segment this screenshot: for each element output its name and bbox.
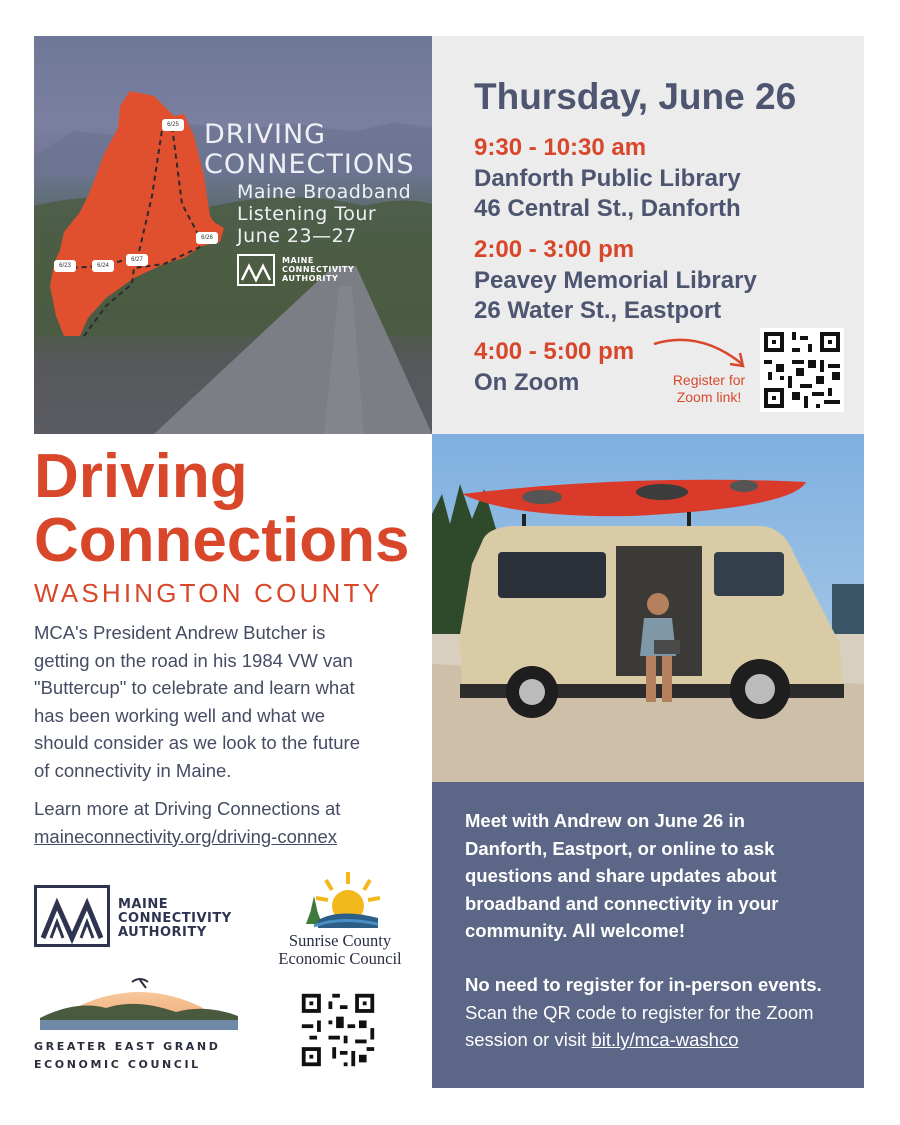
hero-logo-line3: AUTHORITY [282,274,339,283]
sunrise-logo-line1: Sunrise County [288,931,392,950]
event-venue: Peavey Memorial Library [474,267,757,294]
stop-marker: 6/24 [92,260,114,272]
gegc-logo-line1: GREATER EAST GRAND [34,1040,221,1053]
headline-line1: Driving [34,442,248,511]
event-address: 46 Central St., Danforth [474,195,741,222]
washco-register-link[interactable]: bit.ly/mca-washco [591,1029,739,1050]
county-subtitle: WASHINGTON COUNTY [34,578,384,608]
van-photo-illustration [432,434,864,782]
schedule-day: Thursday, June 26 [474,76,797,117]
info-line: broadband and connectivity in your [465,892,779,914]
hero-subtitle-line2: Listening Tour [237,203,377,225]
sunrise-logo-line2: Economic Council [278,949,402,968]
schedule-panel [432,36,864,434]
zoom-qr-code[interactable] [760,328,844,412]
no-registration-note: No need to register for in-person events. [465,974,822,995]
event-venue: Danforth Public Library [474,165,741,192]
gegc-logo-icon [36,968,242,1034]
intro-line: should consider as we look to the future [34,732,360,753]
bottom-qr-code[interactable] [298,990,378,1070]
intro-line: of connectivity in Maine. [34,759,232,781]
headline-line2: Connections [34,506,410,575]
info-line: Meet with Andrew on June 26 in [465,810,745,831]
hero-title-line2: CONNECTIONS [204,149,415,180]
learn-more-text: Learn more at Driving Connections at [34,798,341,819]
mca-logo-icon [237,254,275,286]
driving-connex-link[interactable]: maineconnectivity.org/driving-connex [34,825,338,847]
hero-subtitle-line3: June 23—27 [237,225,357,247]
register-info [465,971,860,1054]
event-location-3: On Zoom [474,369,580,396]
stop-marker: 6/27 [126,254,148,266]
mca-logo-line1: MAINE [118,897,169,912]
stop-marker: 6/25 [162,119,184,131]
register-note-line1: Register for [672,372,746,388]
sunrise-logo-icon [300,868,380,932]
mca-logo-line2: CONNECTIVITY [118,911,232,926]
qr-code-icon [760,328,844,412]
info-paragraph [465,807,855,945]
info-panel [432,782,864,1088]
intro-line: getting on the road in his 1984 VW van [34,649,353,671]
scan-note-line1: Scan the QR code to register for the Zoom [465,1001,814,1023]
hero-logo-line2: CONNECTIVITY [282,265,355,274]
hero-title-line1: DRIVING [204,119,327,150]
hero-subtitle-line1: Maine Broadband [237,181,412,203]
learn-more [34,795,424,850]
mca-logo-icon [34,885,110,947]
mca-logo-text [118,898,232,940]
hero-tour-graphic [34,36,432,434]
scan-note-prefix: session or visit [465,1029,592,1050]
info-line: community. All welcome! [465,920,685,941]
info-line: questions and share updates about [465,865,777,886]
register-note [664,372,754,406]
register-note-line2: Zoom link! [676,389,742,405]
event-time-2: 2:00 - 3:00 pm [474,236,635,263]
gegc-logo-line2: ECONOMIC COUNCIL [34,1058,201,1071]
event-location-2 [474,266,757,326]
event-location-1 [474,164,741,224]
intro-line: has been working well and what we [34,704,326,726]
mca-logo-line3: AUTHORITY [118,925,207,940]
stop-marker: 6/23 [54,260,76,272]
gegc-logo-text [34,1038,220,1074]
event-time-3: 4:00 - 5:00 pm [474,338,635,365]
intro-line: "Buttercup" to celebrate and learn what [34,677,355,698]
intro-paragraph [34,619,424,784]
qr-code-icon [298,990,378,1070]
intro-line: MCA's President Andrew Butcher is [34,622,326,643]
info-line: Danforth, Eastport, or online to ask [465,837,775,859]
event-address: 26 Water St., Eastport [474,297,722,324]
event-time-1: 9:30 - 10:30 am [474,134,647,161]
hero-logo-line1: MAINE [282,256,314,265]
curved-arrow-icon [650,334,750,374]
van-kayak-photo [432,434,864,782]
sunrise-logo-text [268,932,412,968]
scan-note-line2 [465,1026,860,1054]
stop-marker: 6/26 [196,232,218,244]
